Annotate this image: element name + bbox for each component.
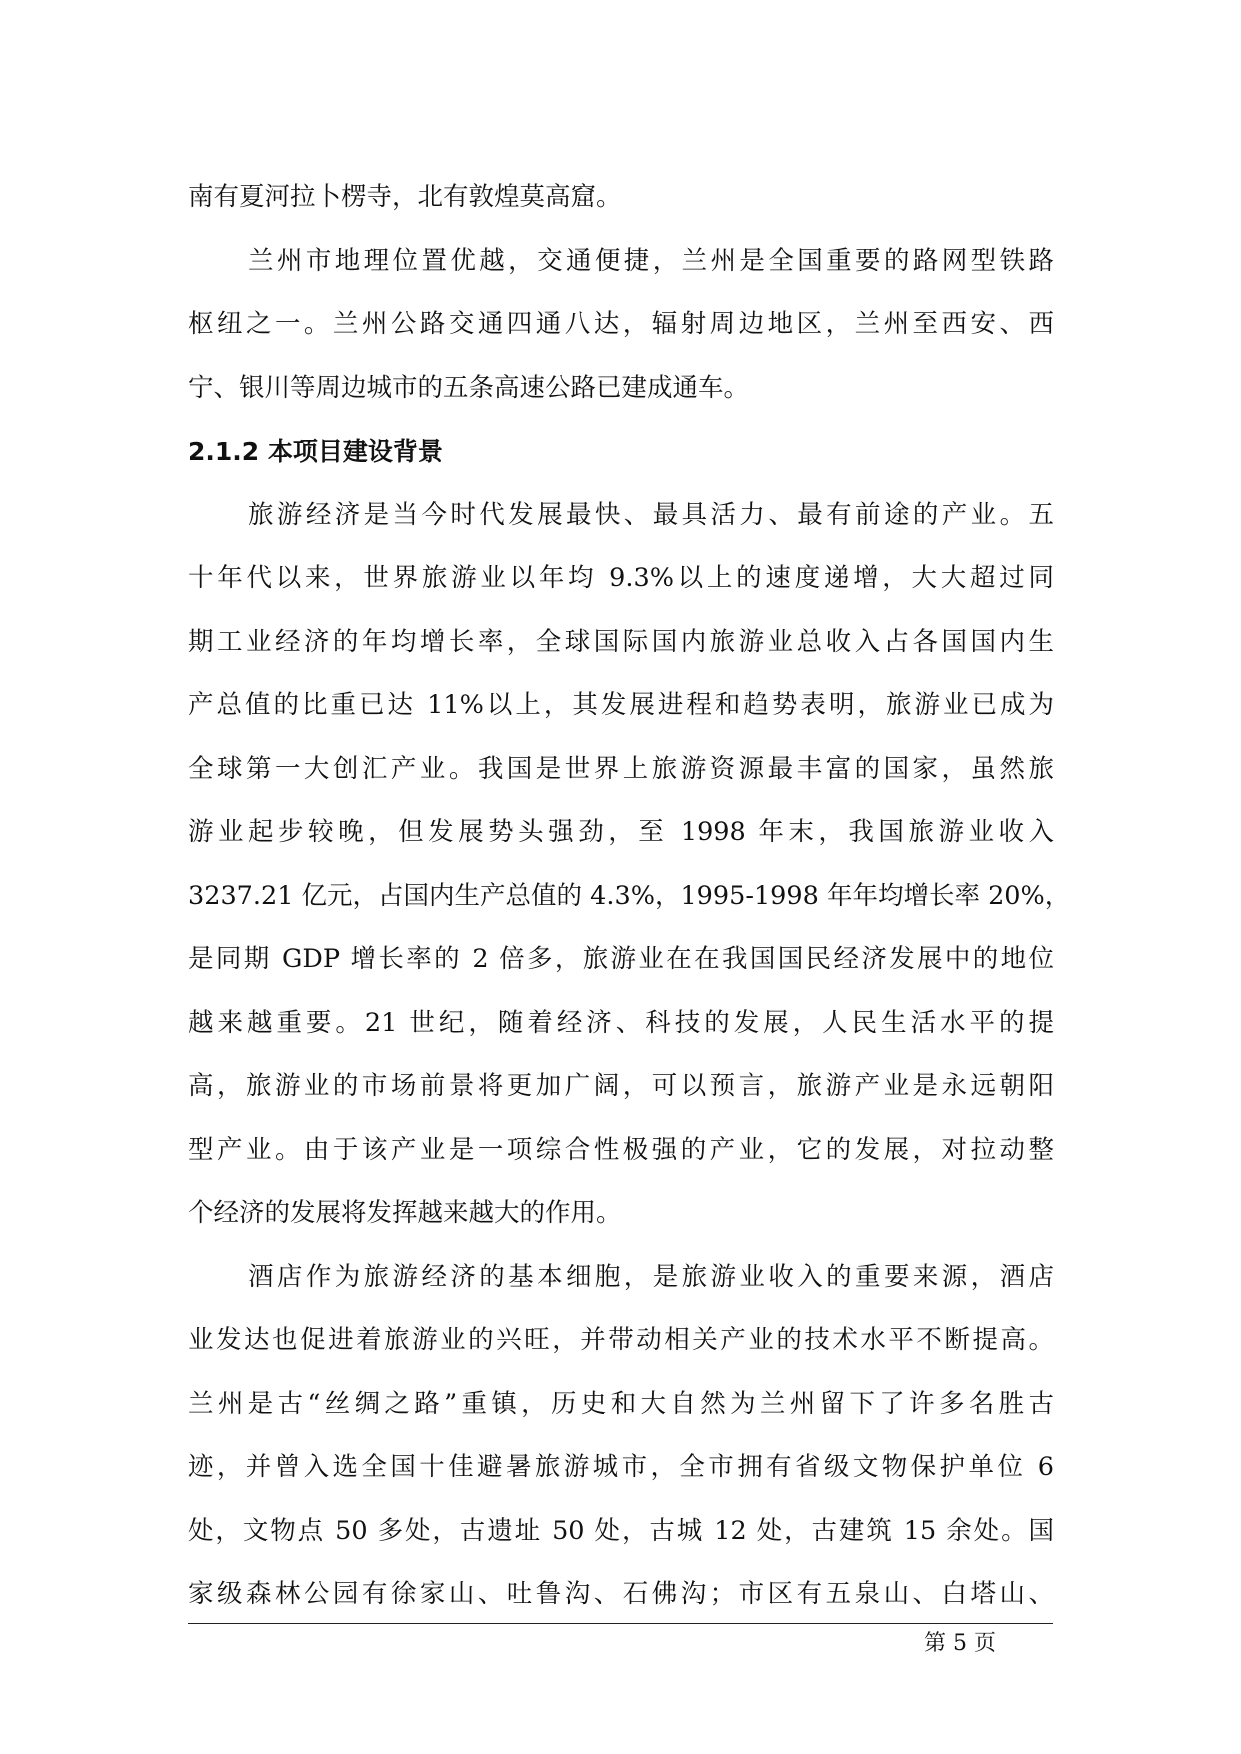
- text-line: 游业起步较晚，但发展势头强劲，至 1998 年末，我国旅游业收入: [188, 817, 1054, 847]
- text-line: 业发达也促进着旅游业的兴旺，并带动相关产业的技术水平不断提高。: [188, 1325, 1054, 1355]
- text-line: 兰州是古“丝绸之路”重镇，历史和大自然为兰州留下了许多名胜古: [188, 1388, 1054, 1419]
- text-line: 是同期 GDP 增长率的 2 倍多，旅游业在在我国国民经济发展中的地位: [188, 944, 1054, 974]
- text-line: 家级森林公园有徐家山、吐鲁沟、石佛沟；市区有五泉山、白塔山、: [188, 1579, 1054, 1609]
- text-line: 处，文物点 50 多处，古遗址 50 处，古城 12 处，古建筑 15 余处。国: [188, 1515, 1054, 1546]
- text-line: 宁、银川等周边城市的五条高速公路已建成通车。: [188, 372, 750, 403]
- text-line: 旅游经济是当今时代发展最快、最具活力、最有前途的产业。五: [248, 499, 1054, 530]
- text-line: 期工业经济的年均增长率，全球国际国内旅游业总收入占各国国内生: [188, 626, 1054, 657]
- paragraph-continuation: [188, 166, 1054, 230]
- text-line: 枢纽之一。兰州公路交通四通八达，辐射周边地区，兰州至西安、西: [188, 309, 1054, 339]
- text-line: 南有夏河拉卜楞寺，北有敦煌莫高窟。: [188, 182, 622, 212]
- paragraph-tourism: [188, 484, 1071, 1246]
- text-line: 十年代以来，世界旅游业以年均 9.3%以上的速度递增，大大超过同: [188, 563, 1054, 593]
- text-line: 型产业。由于该产业是一项综合性极强的产业，它的发展，对拉动整: [188, 1134, 1054, 1165]
- document-body: [188, 166, 1071, 1627]
- paragraph-transport: [188, 230, 1054, 421]
- text-line: 越来越重要。21 世纪，随着经济、科技的发展，人民生活水平的提: [188, 1007, 1054, 1038]
- text-line: 个经济的发展将发挥越来越大的作用。: [188, 1198, 622, 1228]
- text-line: 3237.21 亿元，占国内生产总值的 4.3%，1995-1998 年年均增长率 20%，: [188, 880, 1071, 911]
- paragraph-hotel: [188, 1246, 1054, 1627]
- text-line: 高，旅游业的市场前景将更加广阔，可以预言，旅游产业是永远朝阳: [188, 1071, 1054, 1101]
- section-heading: 2.1.2 本项目建设背景: [188, 437, 443, 466]
- text-line: 迹，并曾入选全国十佳避暑旅游城市，全市拥有省级文物保护单位 6: [188, 1452, 1054, 1482]
- text-line: 酒店作为旅游经济的基本细胞，是旅游业收入的重要来源，酒店: [248, 1261, 1054, 1292]
- text-line: 全球第一大创汇产业。我国是世界上旅游资源最丰富的国家，虽然旅: [188, 753, 1054, 784]
- text-line: 兰州市地理位置优越，交通便捷，兰州是全国重要的路网型铁路: [248, 245, 1054, 276]
- footer-divider: [188, 1623, 1053, 1624]
- text-line: 产总值的比重已达 11%以上，其发展进程和趋势表明，旅游业已成为: [188, 690, 1054, 720]
- page-number: 第 5 页: [924, 1631, 996, 1656]
